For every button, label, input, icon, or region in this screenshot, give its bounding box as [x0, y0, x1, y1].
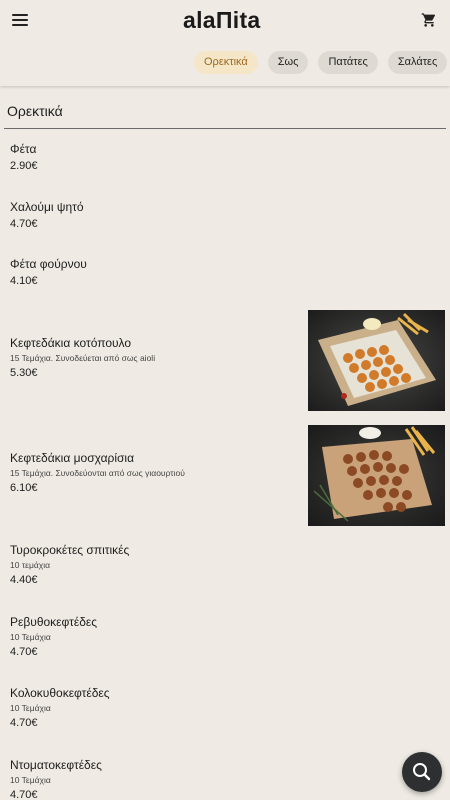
- chicken-meatballs-photo[interactable]: [308, 310, 445, 411]
- item-price: 4.70€: [10, 646, 38, 658]
- search-button[interactable]: [402, 752, 442, 792]
- menu-item[interactable]: [10, 686, 300, 730]
- item-price: 4.40€: [10, 574, 38, 586]
- tab-salates[interactable]: Σαλάτες: [388, 51, 447, 74]
- item-name: Κεφτεδάκια κοτόπουλο: [10, 336, 132, 350]
- item-price: 5.30€: [10, 367, 38, 379]
- item-description: 15 Τεμάχια. Συνοδεύονται από σως γιαουρτιού: [10, 468, 185, 478]
- tab-orektika[interactable]: Ορεκτικά: [194, 51, 258, 74]
- item-price: 2.90€: [10, 160, 38, 172]
- tab-sos[interactable]: Σως: [268, 51, 309, 74]
- section-title: Ορεκτικά: [7, 103, 63, 119]
- item-price: 4.70€: [10, 717, 38, 729]
- item-price: 4.10€: [10, 275, 38, 287]
- menu-item[interactable]: [10, 257, 300, 288]
- menu-item[interactable]: [10, 451, 300, 495]
- item-price: 4.70€: [10, 218, 38, 230]
- item-name: Κεφτεδάκια μοσχαρίσια: [10, 451, 135, 465]
- item-name: Ρεβυθοκεφτέδες: [10, 615, 98, 629]
- item-description: 10 Τεμάχια: [10, 632, 51, 642]
- item-description: 10 Τεμάχια: [10, 703, 51, 713]
- item-name: Ντοματοκεφτέδες: [10, 758, 102, 772]
- logo-text: alaΠita: [183, 7, 261, 33]
- menu-item[interactable]: [10, 142, 300, 173]
- item-description: 10 Τεμάχια: [10, 775, 51, 785]
- item-description: 15 Τεμάχια. Συνοδεύεται από σως aioli: [10, 353, 156, 363]
- item-description: 10 τεμάχια: [10, 560, 51, 570]
- item-name: Κολοκυθοκεφτέδες: [10, 686, 110, 700]
- menu-item[interactable]: [10, 543, 300, 587]
- item-price: 4.70€: [10, 789, 38, 800]
- item-name: Χαλούμι ψητό: [10, 200, 84, 214]
- search-icon: [402, 752, 442, 792]
- item-name: Τυροκροκέτες σπιτικές: [10, 543, 130, 557]
- menu-icon[interactable]: [12, 12, 30, 26]
- brand-logo[interactable]: [183, 7, 261, 33]
- menu-item[interactable]: [10, 758, 300, 800]
- section-divider: [4, 128, 446, 129]
- top-app-bar: [0, 0, 450, 86]
- beef-meatballs-photo[interactable]: [308, 425, 445, 526]
- menu-item[interactable]: [10, 336, 300, 380]
- menu-item[interactable]: [10, 200, 300, 231]
- category-tabs: [194, 51, 447, 74]
- cart-icon[interactable]: [421, 12, 437, 28]
- menu-item[interactable]: [10, 615, 300, 659]
- item-name: Φέτα: [10, 142, 37, 156]
- item-name: Φέτα φούρνου: [10, 257, 87, 271]
- item-price: 6.10€: [10, 482, 38, 494]
- tab-patates[interactable]: Πατάτες: [318, 51, 377, 74]
